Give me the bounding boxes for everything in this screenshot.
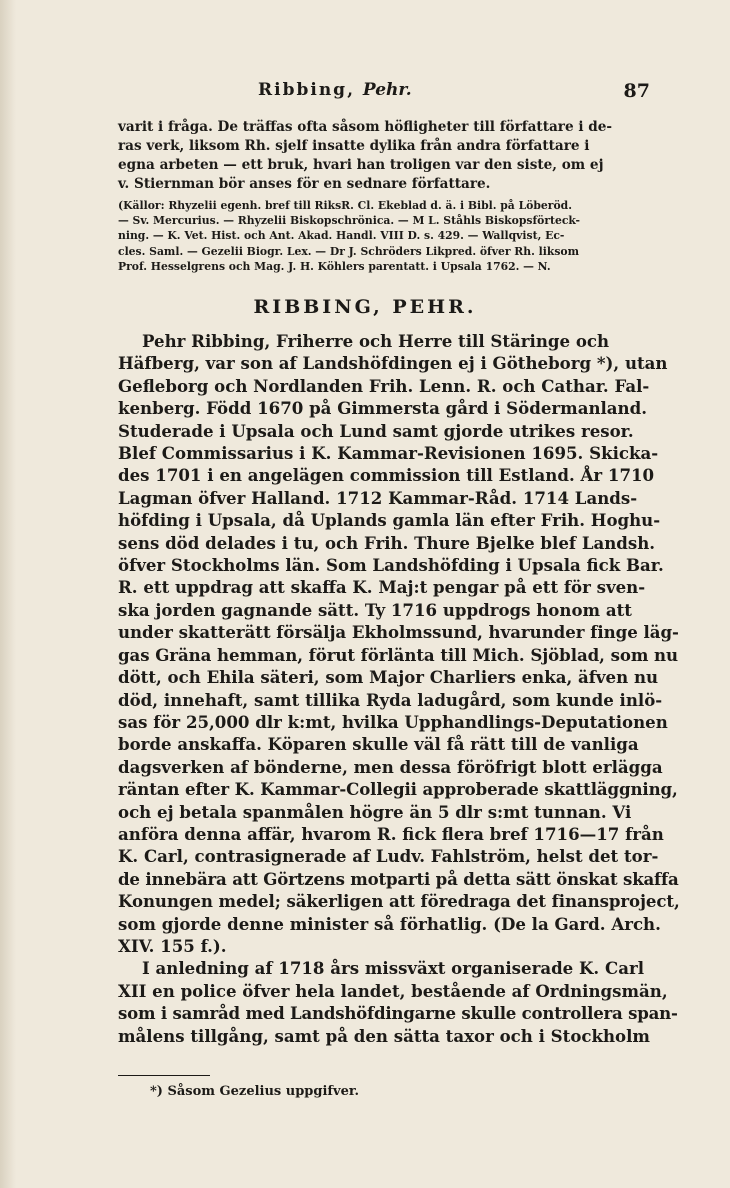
body-line: sas för 25,000 dlr k:mt, hvilka Upphandlings-Deputationen <box>118 711 668 732</box>
sources-line: — Sv. Mercurius. — Rhyzelii Biskopschrönica. — M L. Ståhls Biskopsförteck- <box>118 214 580 228</box>
text-line: v. Stiernman bör anses för en sednare författare. <box>118 176 491 192</box>
sources-block <box>118 198 678 274</box>
body-line: kenberg. Född 1670 på Gimmersta gård i Södermanland. <box>118 398 648 419</box>
entry-title: RIBBING, PEHR. <box>253 296 477 318</box>
page-number: 87 <box>623 80 650 102</box>
running-title: Ribbing, Pehr. <box>258 80 412 100</box>
entry-body <box>118 330 678 1047</box>
footnote-rule <box>118 1075 210 1076</box>
body-line: XIV. 155 f.). <box>118 935 227 956</box>
body-line: Pehr Ribbing, Friherre och Herre till Stäringe och <box>142 331 610 351</box>
body-line: I anledning af 1718 års missväxt organiserade K. Carl <box>142 958 644 979</box>
body-line: R. ett uppdrag att skaffa K. Maj:t pengar på ett för sven- <box>118 577 646 598</box>
body-line: Blef Commissarius i K. Kammar-Revisionen 1695. Skicka- <box>118 443 659 464</box>
body-line: och ej betala spanmålen högre än 5 dlr s:mt tunnan. Vi <box>118 801 632 822</box>
body-line: dött, och Ehila säteri, som Major Charliers enka, äfven nu <box>118 667 659 688</box>
footnote: *) Såsom Gezelius uppgifver. <box>150 1084 360 1099</box>
body-line: Studerade i Upsala och Lund samt gjorde utrikes resor. <box>118 420 634 441</box>
body-line: K. Carl, contrasignerade af Ludv. Fahlström, helst det tor- <box>118 846 659 867</box>
body-line: borde anskaffa. Köparen skulle väl få rätt till de vanliga <box>118 734 639 755</box>
body-line: de innebära att Görtzens motparti på detta sätt önskat skaffa <box>118 868 679 889</box>
running-header <box>250 76 650 106</box>
body-line: Häfberg, var son af Landshöfdingen ej i Götheborg *), utan <box>118 353 668 374</box>
page-spine-shadow <box>0 0 16 1188</box>
body-line: höfding i Upsala, då Uplands gamla län efter Frih. Hoghu- <box>118 510 661 531</box>
body-line: död, innehaft, samt tillika Ryda ladugård, som kunde inlö- <box>118 689 663 710</box>
body-line: XII en police öfver hela landet, bestående af Ordningsmän, <box>118 980 668 1001</box>
sources-line: (Källor: Rhyzelii egenh. bref till RiksR. Cl. Ekeblad d. ä. i Bibl. på Löberöd. <box>118 199 572 212</box>
text-line: varit i fråga. De träffas ofta såsom höfligheter till författare i de- <box>118 119 613 135</box>
body-line: sens död delades i tu, och Frih. Thure Bjelke blef Landsh. <box>118 532 656 553</box>
body-line: ska jorden gagnande sätt. Ty 1716 uppdrogs honom att <box>118 599 632 620</box>
body-line: Konungen medel; säkerligen att föredraga det finansproject, <box>118 891 680 912</box>
text-line: ras verk, liksom Rh. sjelf insatte dylika från andra författare i <box>118 138 590 154</box>
body-line: målens tillgång, samt på den sätta taxor och i Stockholm <box>118 1025 650 1046</box>
body-line: öfver Stockholms län. Som Landshöfding i Upsala fick Bar. <box>118 555 664 576</box>
continuation-paragraph <box>118 118 678 194</box>
body-line: som gjorde denne minister så förhatlig. (De la Gard. Arch. <box>118 913 661 934</box>
body-line: under skatterätt försälja Ekholmssund, hvarunder finge läg- <box>118 622 679 643</box>
body-line: gas Gräna hemman, förut förlänta till Mich. Sjöblad, som nu <box>118 644 679 665</box>
body-line: Lagman öfver Halland. 1712 Kammar-Råd. 1714 Lands- <box>118 487 638 508</box>
text-line: egna arbeten — ett bruk, hvari han troligen var den siste, om ej <box>118 157 604 173</box>
sources-line: cles. Saml. — Gezelii Biogr. Lex. — Dr J. Schröders Likpred. öfver Rh. liksom <box>118 244 580 258</box>
body-line: des 1701 i en angelägen commission till Estland. År 1710 <box>118 465 655 486</box>
sources-line: Prof. Hesselgrens och Mag. J. H. Köhlers parentatt. i Upsala 1762. — N. <box>118 259 551 273</box>
body-line: dagsverken af bönderne, men dessa föröfrigt blott erlägga <box>118 756 663 777</box>
body-line: som i samråd med Landshöfdingarne skulle controllera span- <box>118 1003 678 1024</box>
body-line: Gefleborg och Nordlanden Frih. Lenn. R. och Cathar. Fal- <box>118 375 650 396</box>
body-line: anföra denna affär, hvarom R. fick flera bref 1716—17 från <box>118 823 664 844</box>
sources-line: ning. — K. Vet. Hist. och Ant. Akad. Handl. VIII D. s. 429. — Wallqvist, Ec- <box>118 229 565 243</box>
body-line: räntan efter K. Kammar-Collegii approberade skattläggning, <box>118 779 678 800</box>
